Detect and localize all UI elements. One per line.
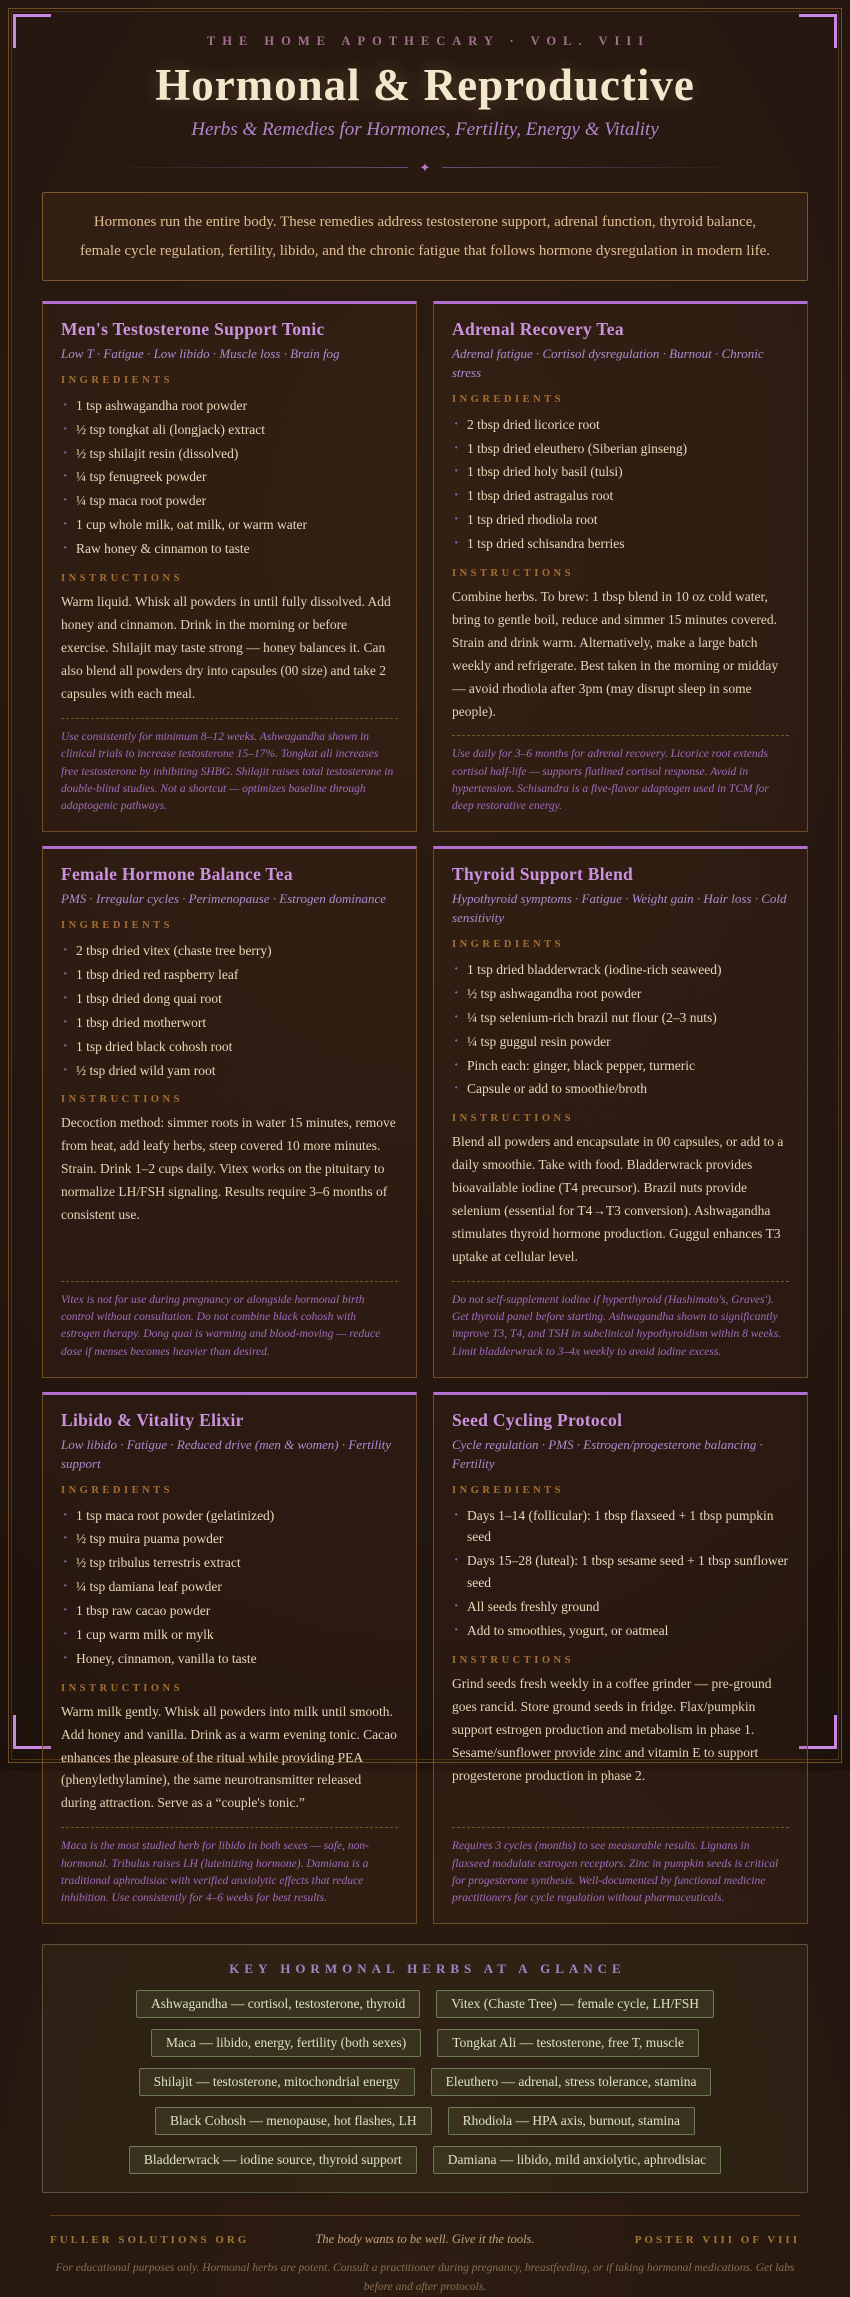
herb-chip: Vitex (Chaste Tree) — female cycle, LH/FSH (436, 1990, 714, 2018)
footer-divider (50, 2215, 800, 2216)
instructions-text: Decoction method: simmer roots in water 15 minutes, remove from heat, add leafy herbs, steep covered 10 more minutes. Strain. Drink 1–2 cups daily. Vitex works on the pituitary to normalize LH/FSH signaling. Results require 3–6 months of consistent use. (61, 1115, 396, 1223)
card-title: Men's Testosterone Support Tonic (61, 319, 325, 339)
herb-chips (59, 1990, 791, 2174)
cards-grid (42, 301, 808, 1924)
ingredient-item: · 1 tsp maca root powder (gelatinized) (61, 1505, 398, 1527)
instructions-label: INSTRUCTIONS (61, 1682, 183, 1694)
ingredients-label: INGREDIENTS (61, 920, 174, 932)
ingredient-item: · ½ tsp muira puama powder (61, 1528, 398, 1550)
ingredient-item: · Capsule or add to smoothie/broth (452, 1078, 789, 1100)
intro-box: Hormones run the entire body. These remedies address testosterone support, adrenal function, thyroid balance, female cycle regulation, fertility, libido, and the chronic fatigue that follows hormone dysregulation in modern life. (42, 192, 808, 281)
herb-chip: Ashwagandha — cortisol, testosterone, thyroid (136, 1990, 420, 2018)
ingredient-item: · Honey, cinnamon, vanilla to taste (61, 1648, 398, 1670)
disclaimer-text: For educational purposes only. Hormonal herbs are potent. Consult a practitioner during pregnancy, breastfeeding, or if taking hormonal medications. Get labs before and after protocols. (55, 2262, 795, 2294)
instructions-label: INSTRUCTIONS (452, 1113, 574, 1125)
ingredient-item: · 1 tbsp dried eleuthero (Siberian ginseng) (452, 438, 789, 460)
instructions-text: Grind seeds fresh weekly in a coffee grinder — pre-ground goes rancid. Store ground seeds in fridge. Flax/pumpkin support estrogen production and metabolism in phase 1. Sesame/sunflower provide zinc and vitamin E to support progesterone production in phase 2. (452, 1675, 772, 1783)
ingredients-list (452, 1503, 789, 1644)
ingredient-item: · 1 tsp dried bladderwrack (iodine-rich seaweed) (452, 959, 789, 981)
card-symptom-tags: Cycle regulation · PMS · Estrogen/progesterone balancing · Fertility (452, 1436, 763, 1471)
herb-chip: Damiana — libido, mild anxiolytic, aphrodisiac (433, 2146, 721, 2174)
herb-chip: Eleuthero — adrenal, stress tolerance, stamina (431, 2068, 712, 2096)
series-kicker: THE HOME APOTHECARY · VOL. VIII (206, 34, 651, 48)
card-symptom-tags: Hypothyroid symptoms · Fatigue · Weight gain · Hair loss · Cold sensitivity (452, 891, 787, 926)
ingredient-item: · ½ tsp shilajit resin (dissolved) (61, 443, 398, 465)
card-flex-spacer (452, 1787, 789, 1815)
footer-tagline: The body wants to be well. Give it the tools. (315, 2232, 535, 2247)
ingredient-item: · 1 cup warm milk or mylk (61, 1624, 398, 1646)
ingredient-item: · ½ tsp dried wild yam root (61, 1060, 398, 1082)
instructions-text: Warm liquid. Whisk all powders in until fully dissolved. Add honey and cinnamon. Drink in the morning or before exercise. Shilajit may taste strong — honey balances it. Can also blend all powders dry into capsules (00 size) and take 2 capsules with each meal. (61, 593, 391, 701)
ingredient-item: · ¼ tsp damiana leaf powder (61, 1576, 398, 1598)
ingredients-list (61, 938, 398, 1083)
ingredient-item: · 1 tbsp dried dong quai root (61, 988, 398, 1010)
evidence-note: Maca is the most studied herb for libido in both sexes — safe, non-hormonal. Tribulus raises LH (luteinizing hormone). Damiana is a traditional aphrodisiac with verified anxiolytic effects that reduce inhibition. Use consistently for 4–6 weeks for best results. (61, 1827, 398, 1907)
card-title: Female Hormone Balance Tea (61, 864, 293, 885)
card-symptom-tags: Adrenal fatigue · Cortisol dysregulation · Burnout · Chronic stress (452, 346, 764, 380)
remedy-card (42, 301, 417, 832)
ingredient-item: · All seeds freshly ground (452, 1596, 789, 1618)
page-title: Hormonal & Reproductive (155, 60, 695, 110)
instructions-label: INSTRUCTIONS (452, 567, 574, 579)
divider-line-right (442, 167, 748, 168)
header-divider (102, 161, 748, 174)
card-symptom-tags: Low libido · Fatigue · Reduced drive (men & women) · Fertility support (61, 1436, 391, 1471)
instructions-text: Warm milk gently. Whisk all powders into milk until smooth. Add honey and vanilla. Drink as a warm evening tonic. Cacao enhances the pleasure of the ritual while providing PEA (phenylethylamine), the same neurotransmitter released during attraction. Serve as a “couple's tonic.” (61, 1703, 397, 1811)
remedy-card (433, 1392, 808, 1924)
divider-line-left (102, 167, 408, 168)
card-symptom-tags: PMS · Irregular cycles · Perimenopause · Estrogen dominance (61, 891, 387, 907)
remedy-card (433, 846, 808, 1377)
herb-chip: Shilajit — testosterone, mitochondrial energy (139, 2068, 415, 2096)
ingredients-label: INGREDIENTS (452, 393, 565, 405)
ingredient-item: · Add to smoothies, yogurt, or oatmeal (452, 1620, 789, 1642)
evidence-note: Use consistently for minimum 8–12 weeks. Ashwagandha shown in clinical trials to increase testosterone 15–17%. Tongkat ali increases free testosterone by inhibiting SHBG. Shilajit raises total testosterone in double-blind studies. Not a shortcut — optimizes baseline through adaptogenic pathways. (61, 718, 398, 815)
instructions-label: INSTRUCTIONS (61, 572, 183, 584)
ingredient-item: · 1 tbsp dried holy basil (tulsi) (452, 461, 789, 483)
card-title: Seed Cycling Protocol (452, 1409, 623, 1430)
ingredients-list (452, 957, 789, 1102)
card-title: Libido & Vitality Elixir (61, 1409, 244, 1430)
diamond-star-icon: ✦ (419, 160, 431, 175)
instructions-text: Combine herbs. To brew: 1 tbsp blend in 10 oz cold water, bring to gentle boil, reduce and simmer 15 minutes covered. Strain and drink warm. Alternatively, make a large batch weekly and refrigerate. Best taken in the morning or midday — avoid rhodiola after 3pm (may disrupt sleep in some people). (452, 588, 779, 719)
herb-chip: Rhodiola — HPA axis, burnout, stamina (448, 2107, 695, 2135)
remedy-card (42, 1392, 417, 1924)
card-title: Thyroid Support Blend (452, 864, 634, 885)
ingredient-item: · ¼ tsp maca root powder (61, 490, 398, 512)
ingredient-item: · 1 tbsp dried astragalus root (452, 485, 789, 507)
herb-chip: Bladderwrack — iodine source, thyroid support (129, 2146, 417, 2174)
instructions-label: INSTRUCTIONS (61, 1094, 183, 1106)
ingredient-item: · 1 tsp ashwagandha root powder (61, 395, 398, 417)
ingredient-item: · 1 tbsp dried red raspberry leaf (61, 964, 398, 986)
ingredient-item: · Pinch each: ginger, black pepper, turmeric (452, 1055, 789, 1077)
ingredient-item: · ¼ tsp guggul resin powder (452, 1031, 789, 1053)
footer-row (50, 2232, 800, 2247)
herb-chip: Maca — libido, energy, fertility (both sexes) (151, 2029, 421, 2057)
page-subtitle: Herbs & Remedies for Hormones, Fertility, Energy & Vitality (191, 119, 659, 140)
ingredient-item: · 1 tbsp dried motherwort (61, 1012, 398, 1034)
ingredient-item: · ¼ tsp selenium-rich brazil nut flour (2–3 nuts) (452, 1007, 789, 1029)
evidence-note: Do not self-supplement iodine if hyperthyroid (Hashimoto's, Graves'). Get thyroid panel before starting. Ashwagandha shown to significantly improve T3, T4, and TSH in subclinical hypothyroidism within 8 weeks. Limit bladderwrack to 3–4x weekly to avoid iodine excess. (452, 1281, 789, 1361)
key-herbs-panel (42, 1944, 808, 2193)
herb-chip: Black Cohosh — menopause, hot flashes, LH (155, 2107, 432, 2135)
brand-name: FULLER SOLUTIONS ORG (50, 2233, 250, 2246)
remedy-card (42, 846, 417, 1377)
card-flex-spacer (61, 706, 398, 707)
card-flex-spacer (61, 1227, 398, 1269)
ingredient-item: · Days 1–14 (follicular): 1 tbsp flaxseed + 1 tbsp pumpkin seed (452, 1505, 789, 1549)
ingredients-label: INGREDIENTS (61, 374, 174, 386)
remedy-card (433, 301, 808, 832)
ingredients-label: INGREDIENTS (61, 1484, 174, 1496)
ingredient-item: · ½ tsp tribulus terrestris extract (61, 1552, 398, 1574)
ingredient-item: · ¼ tsp fenugreek powder (61, 466, 398, 488)
instructions-label: INSTRUCTIONS (452, 1654, 574, 1666)
ingredient-item: · 2 tbsp dried licorice root (452, 414, 789, 436)
ingredient-item: · 1 tsp dried rhodiola root (452, 509, 789, 531)
instructions-text: Blend all powders and encapsulate in 00 capsules, or add to a daily smoothie. Take with food. Bladderwrack provides bioavailable iodine (T4 precursor). Brazil nuts provide selenium (essential for T4→T3 conversion). Ashwagandha stimulates thyroid hormone production. Guggul enhances T3 uptake at cellular level. (452, 1134, 784, 1264)
card-symptom-tags: Low T · Fatigue · Low libido · Muscle loss · Brain fog (61, 346, 340, 361)
ingredient-item: · Raw honey & cinnamon to taste (61, 538, 398, 560)
ingredient-item: · Days 15–28 (luteal): 1 tbsp sesame seed + 1 tbsp sunflower seed (452, 1550, 789, 1594)
ingredients-list (452, 412, 789, 557)
ingredients-label: INGREDIENTS (452, 1484, 565, 1496)
ingredient-item: · ½ tsp tongkat ali (longjack) extract (61, 419, 398, 441)
poster-header (42, 34, 808, 174)
ingredient-item: · 1 tbsp raw cacao powder (61, 1600, 398, 1622)
poster-number: POSTER VIII OF VIII (634, 2233, 800, 2246)
evidence-note: Requires 3 cycles (months) to see measurable results. Lignans in flaxseed modulate estrogen receptors. Zinc in pumpkin seeds is critical for progesterone synthesis. Well-documented by functional medicine practitioners for cycle regulation without pharmaceuticals. (452, 1827, 789, 1907)
poster-footer (42, 2215, 808, 2297)
ingredients-label: INGREDIENTS (452, 939, 565, 951)
evidence-note: Use daily for 3–6 months for adrenal recovery. Licorice root extends cortisol half-life — supports flatlined cortisol response. Avoid in hypertension. Schisandra is a five-flavor adaptogen used in TCM for deep restorative energy. (452, 735, 789, 815)
key-herbs-title: KEY HORMONAL HERBS AT A GLANCE (229, 1961, 626, 1977)
ingredient-item: · 1 tsp dried black cohosh root (61, 1036, 398, 1058)
ingredient-item: · ½ tsp ashwagandha root powder (452, 983, 789, 1005)
ingredient-item: · 1 tsp dried schisandra berries (452, 533, 789, 555)
evidence-note: Vitex is not for use during pregnancy or alongside hormonal birth control without consultation. Do not combine black cohosh with estrogen therapy. Dong quai is warming and blood-moving — reduce dose if menses becomes heavier than desired. (61, 1281, 398, 1361)
herb-chip: Tongkat Ali — testosterone, free T, muscle (437, 2029, 699, 2057)
ingredient-item: · 1 cup whole milk, oat milk, or warm water (61, 514, 398, 536)
ingredients-list (61, 393, 398, 562)
ingredients-list (61, 1503, 398, 1672)
card-title: Adrenal Recovery Tea (452, 319, 624, 339)
ingredient-item: · 2 tbsp dried vitex (chaste tree berry) (61, 940, 398, 962)
